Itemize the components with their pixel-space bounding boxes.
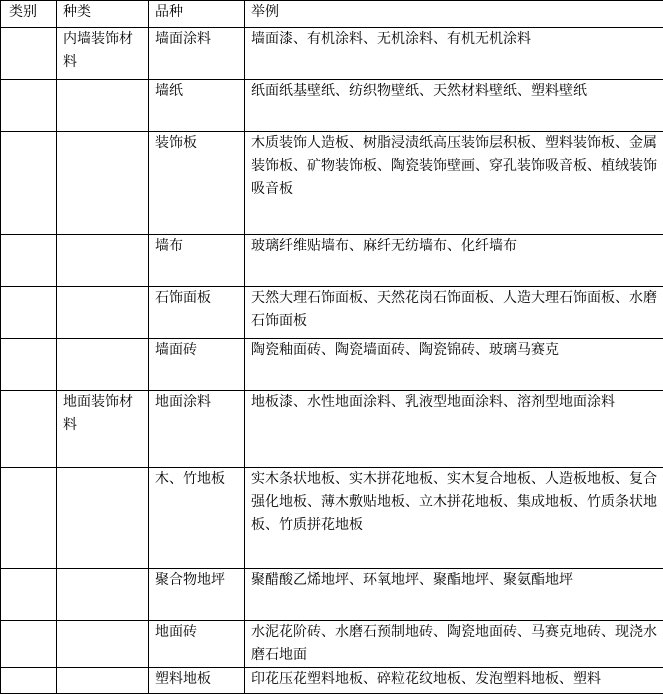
header-examples: 举例: [245, 1, 663, 28]
cell-kind: [57, 569, 149, 621]
cell-examples: 地板漆、水性地面涂料、乳液型地面涂料、溶剂型地面涂料: [245, 391, 663, 468]
cell-variety: 木、竹地板: [149, 468, 245, 569]
cell-kind: [57, 235, 149, 287]
cell-variety: 聚合物地坪: [149, 569, 245, 621]
cell-category: [1, 235, 57, 287]
cell-kind: 内墙装饰材料: [57, 28, 149, 80]
table-row: [1, 235, 663, 287]
table-row: [1, 287, 663, 339]
cell-kind: [57, 621, 149, 668]
cell-kind: [57, 80, 149, 132]
cell-category: [1, 569, 57, 621]
table-row: [1, 468, 663, 569]
cell-category: [1, 28, 57, 80]
cell-category: [1, 339, 57, 391]
cell-examples: 墙面漆、有机涂料、无机涂料、有机无机涂料: [245, 28, 663, 80]
table-row: [1, 391, 663, 468]
cell-variety: 墙面砖: [149, 339, 245, 391]
cell-variety: 墙布: [149, 235, 245, 287]
cell-examples: 玻璃纤维贴墙布、麻纤无纺墙布、化纤墙布: [245, 235, 663, 287]
cell-examples: 纸面纸基壁纸、纺织物壁纸、天然材料壁纸、塑料壁纸: [245, 80, 663, 132]
cell-category: [1, 80, 57, 132]
cell-category: [1, 668, 57, 694]
cell-examples: 陶瓷釉面砖、陶瓷墙面砖、陶瓷锦砖、玻璃马赛克: [245, 339, 663, 391]
cell-category: [1, 287, 57, 339]
cell-examples: 木质装饰人造板、树脂浸渍纸高压装饰层积板、塑料装饰板、金属装饰板、矿物装饰板、陶瓷装饰壁画、穿孔装饰吸音板、植绒装饰吸音板: [245, 132, 663, 235]
cell-kind: [57, 468, 149, 569]
cell-variety: 塑料地板: [149, 668, 245, 694]
cell-variety: 地面涂料: [149, 391, 245, 468]
table-row: [1, 132, 663, 235]
cell-examples: 聚醋酸乙烯地坪、环氧地坪、聚酯地坪、聚氨酯地坪: [245, 569, 663, 621]
cell-kind: 地面装饰材料: [57, 391, 149, 468]
cell-variety: 墙纸: [149, 80, 245, 132]
header-kind: 种类: [57, 1, 149, 28]
table-header-row: [1, 1, 663, 28]
table-row: [1, 28, 663, 80]
table-row: [1, 569, 663, 621]
cell-examples: 印花压花塑料地板、碎粒花纹地板、发泡塑料地板、塑料: [245, 668, 663, 694]
cell-variety: 地面砖: [149, 621, 245, 668]
table-body: [1, 28, 663, 694]
cell-examples: 天然大理石饰面板、天然花岗石饰面板、人造大理石饰面板、水磨石饰面板: [245, 287, 663, 339]
cell-variety: 墙面涂料: [149, 28, 245, 80]
cell-category: [1, 468, 57, 569]
cell-kind: [57, 132, 149, 235]
table-row: [1, 668, 663, 694]
cell-kind: [57, 668, 149, 694]
header-category: 类别: [1, 1, 57, 28]
cell-category: [1, 621, 57, 668]
cell-category: [1, 391, 57, 468]
table-row: [1, 339, 663, 391]
cell-kind: [57, 287, 149, 339]
header-variety: 品种: [149, 1, 245, 28]
cell-variety: 石饰面板: [149, 287, 245, 339]
cell-category: [1, 132, 57, 235]
cell-variety: 装饰板: [149, 132, 245, 235]
cell-examples: 实木条状地板、实木拼花地板、实木复合地板、人造板地板、复合强化地板、薄木敷贴地板、立木拼花地板、集成地板、竹质条状地板、竹质拼花地板: [245, 468, 663, 569]
cell-kind: [57, 339, 149, 391]
cell-examples: 水泥花阶砖、水磨石预制地砖、陶瓷地面砖、马赛克地砖、现浇水磨石地面: [245, 621, 663, 668]
table-row: [1, 80, 663, 132]
table-row: [1, 621, 663, 668]
